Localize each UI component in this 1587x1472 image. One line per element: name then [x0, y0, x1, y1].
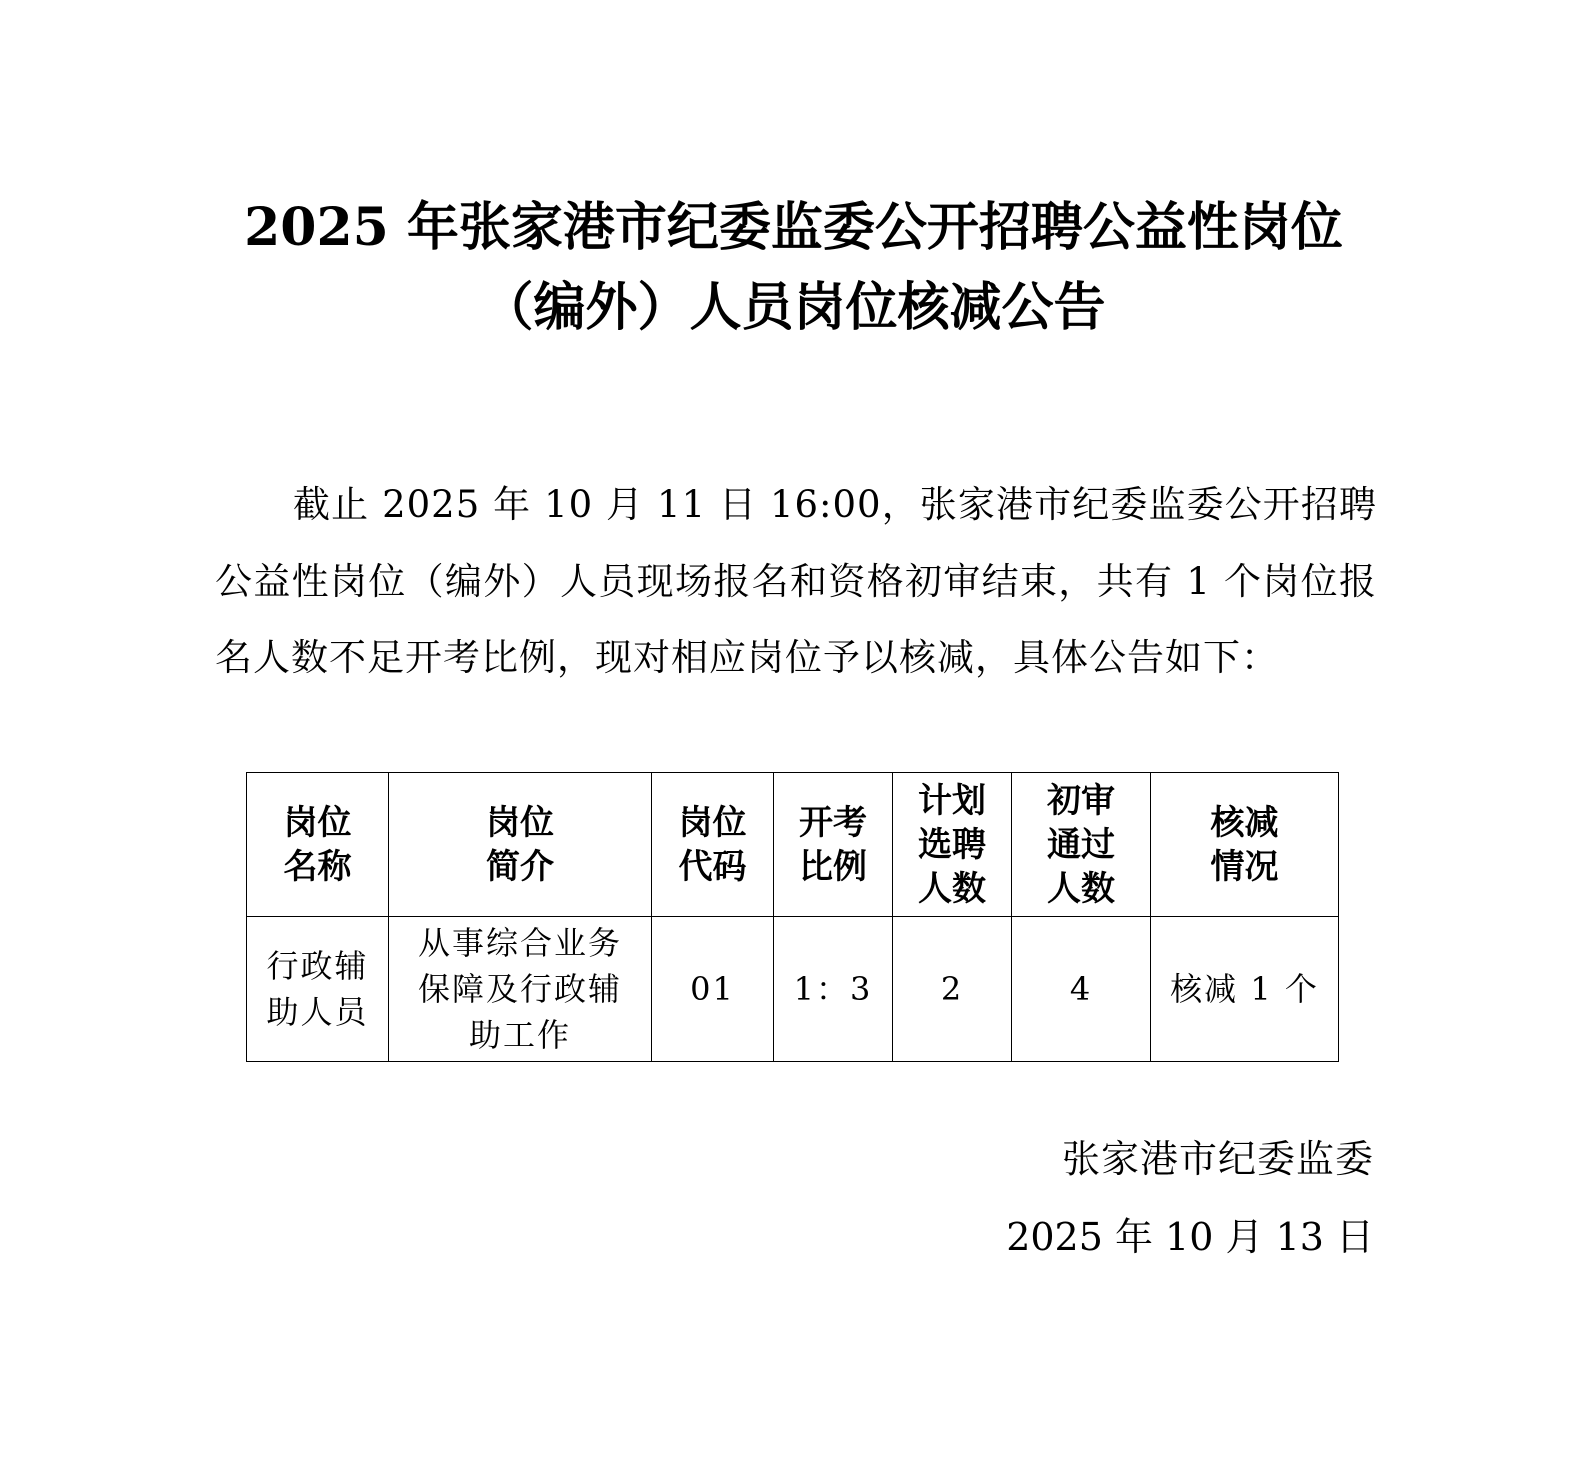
header-passed-review: 初审 通过 人数 — [1012, 773, 1151, 917]
notice-title-line-2: （编外）人员岗位核减公告 — [481, 277, 1106, 338]
signature-organization: 张家港市纪委监委 — [1061, 1137, 1374, 1181]
header-post-name: 岗位 名称 — [247, 773, 389, 917]
signature-date: 2025 年 10 月 13 日 — [1006, 1215, 1374, 1259]
header-post-description: 岗位 简介 — [389, 773, 652, 917]
cell-post-code: 01 — [652, 917, 774, 1062]
cell-post-name: 行政辅 助人员 — [247, 917, 389, 1062]
header-post-code: 岗位 代码 — [652, 773, 774, 917]
notice-title-line-1: 2025 年张家港市纪委监委公开招聘公益性岗位 — [244, 197, 1343, 258]
notice-body-paragraph: 截止 2025 年 10 月 11 日 16:00，张家港市纪委监委公开招聘公益性岗位（编外）人员现场报名和资格初审结束，共有 1 个岗位报名人数不足开考比例，现对相应岗位予以核减，具体公告如下： — [215, 483, 1377, 679]
header-exam-ratio: 开考 比例 — [774, 773, 893, 917]
header-reduction: 核减 情况 — [1151, 773, 1339, 917]
header-planned-hires: 计划 选聘 人数 — [893, 773, 1012, 917]
cell-exam-ratio: 1：3 — [774, 917, 893, 1062]
table-header-row — [247, 773, 1339, 917]
table-row — [247, 917, 1339, 1062]
cell-reduction: 核减 1 个 — [1151, 917, 1339, 1062]
cell-post-description: 从事综合业务 保障及行政辅 助工作 — [389, 917, 652, 1062]
cell-planned-hires: 2 — [893, 917, 1012, 1062]
cell-passed-review: 4 — [1012, 917, 1151, 1062]
position-reduction-table — [246, 772, 1339, 1062]
